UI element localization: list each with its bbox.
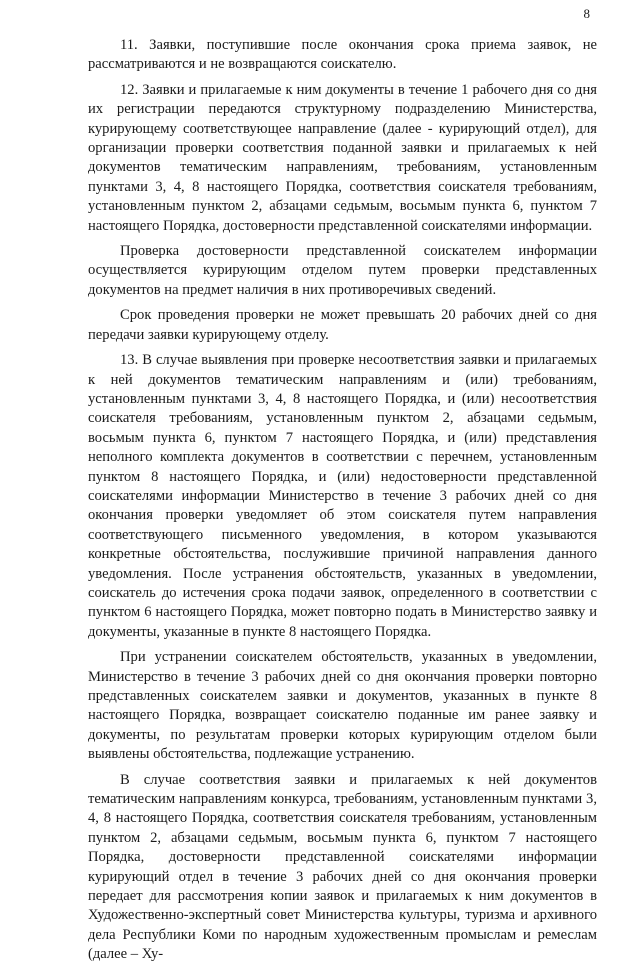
paragraph-12-verification: Проверка достоверности представленной соискателем информации осуществляется курирующим отделом путем проверки представленных документов на предмет наличия в них противоречивых сведений. [88,243,597,298]
paragraph-13: 13. В случае выявления при проверке несоответствия заявки и прилагаемых к ней документов тематическим направлениям и (или) требованиям, установленным пунктами 3, 4, 8 настоящего Порядка, и (или) несоответствия соискателя требованиям, установленным пунктом 2, абзацами седьмым, восьмым пункта 6, пунктом 7 настоящего Порядка, и (или) представления неполного комплекта документов в соответствии с перечнем, установленным пунктом 8 настоящего Порядка, и (или) недостоверности представленной соискателями информации Министерство в течение 3 рабочих дней со дня окончания проверки уведомляет об этом соискателя путем направления соответствующего письменного уведомления, в котором указываются конкретные обстоятельства, послужившие причиной направления данного уведомления. После устранения обстоятельств, указанных в уведомлении, соискатель до истечения срока подачи заявок, определенного в соответствии с пунктом 6 настоящего Порядка, может повторно подать в Министерство заявку и документы, указанные в пункте 8 настоящего Порядка. [88,352,597,640]
paragraph-13-compliance: В случае соответствия заявки и прилагаемых к ней документов тематическим направлениям конкурса, требованиям, установленным пунктами 3, 4, 8 настоящего Порядка, соответствия соискателя требованиям, установленным пунктом 2, абзацами седьмым, восьмым пункта 6, пунктом 7 настоящего Порядка, достоверности представленной соискателями информации курирующий отдел в течение 3 рабочих дней со дня окончания проверки передает для рассмотрения копии заявок и прилагаемых к ним документов в Художественно-экспертный совет Министерства культуры, туризма и архивного дела Республики Коми по народным художественным промыслам и ремеслам (далее – Ху- [88,771,597,963]
paragraph-12: 12. Заявки и прилагаемые к ним документы в течение 1 рабочего дня со дня их регистрации передаются структурному подразделению Министерства, курирующему соответствующее направление (далее - курирующий отдел), для организации проверки соответствия поданной заявки и прилагаемых к ней документов тематическим направлениям, требованиям, установленным пунктами 3, 4, 8 настоящего Порядка, соответствия соискателя требованиям, установленным пунктом 2, абзацами седьмым, восьмым пункта 6, пунктом 7 настоящего Порядка, достоверности представленной соискателями информации. [88,81,597,234]
page-number: 8 [583,6,590,21]
document-body [88,36,597,971]
paragraph-12-deadline: Срок проведения проверки не может превышать 20 рабочих дней со дня передачи заявки курирующему отделу. [88,307,597,343]
paragraph-11: 11. Заявки, поступившие после окончания срока приема заявок, не рассматриваются и не возвращаются соискателю. [88,37,597,73]
paragraph-13-resubmission: При устранении соискателем обстоятельств, указанных в уведомлении, Министерство в течение 3 рабочих дней со дня окончания проверки повторно представленных соискателем заявки и документов, указанных в пункте 8 настоящего Порядка, возвращает соискателю поданные им ранее заявку и документы, по результатам проверки которых курирующим отделом были выявлены обстоятельства, подлежащие устранению. [88,649,597,763]
